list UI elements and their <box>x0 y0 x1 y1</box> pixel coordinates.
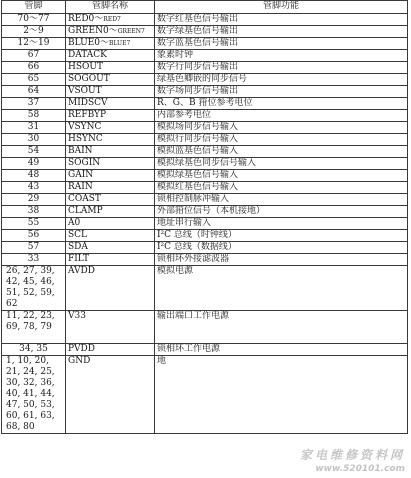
pin-function-cell: 模拟蓝基色信号输入 <box>155 146 408 158</box>
pin-name-cell <box>66 194 155 206</box>
table-row <box>2 134 408 146</box>
pin-name: FILT <box>68 254 90 264</box>
pin-name-cell <box>66 38 155 50</box>
table-row <box>2 158 408 170</box>
pin-name-cell <box>66 254 155 266</box>
table-row <box>2 170 408 182</box>
pin-number-cell: 11, 22, 23, 69, 78, 79 <box>2 311 66 344</box>
table-row <box>2 356 408 434</box>
pin-function-cell: 地址串行输入 <box>155 218 408 230</box>
pin-name: SDA <box>68 242 88 252</box>
pin-function-cell: 输出端口工作电源 <box>155 311 408 344</box>
pin-number-cell: 31 <box>2 122 66 134</box>
table-row <box>2 182 408 194</box>
pin-name: V33 <box>68 311 86 321</box>
pin-name-cell <box>66 98 155 110</box>
header-pin-function: 管脚功能 <box>155 1 408 14</box>
pin-number-cell: 33 <box>2 254 66 266</box>
pin-function-cell: 地 <box>155 356 408 434</box>
pin-name-cell <box>66 311 155 344</box>
pin-name: A0 <box>68 218 81 228</box>
pin-name-cell <box>66 230 155 242</box>
table-row <box>2 98 408 110</box>
pin-number-cell: 55 <box>2 218 66 230</box>
pin-number-cell: 56 <box>2 230 66 242</box>
pin-number-cell: 57 <box>2 242 66 254</box>
pin-name-range-end: RED7 <box>103 16 121 23</box>
table-row <box>2 266 408 311</box>
pin-number-cell: 29 <box>2 194 66 206</box>
table-body <box>2 14 408 434</box>
pin-name-cell <box>66 206 155 218</box>
table-row <box>2 86 408 98</box>
pin-function-cell: 数字行同步信号输出 <box>155 62 408 74</box>
pin-number-cell: 38 <box>2 206 66 218</box>
pin-function-cell: 模拟场同步信号输入 <box>155 122 408 134</box>
pin-number-cell: 58 <box>2 110 66 122</box>
pin-name: HSOUT <box>68 62 103 72</box>
pin-name-cell <box>66 356 155 434</box>
pin-name: GAIN <box>68 170 94 180</box>
table-row <box>2 14 408 26</box>
table-row <box>2 344 408 356</box>
table-row <box>2 230 408 242</box>
pin-function-cell: 模拟行同步信号输入 <box>155 134 408 146</box>
table-row <box>2 218 408 230</box>
pin-function-cell: 锁相控制脉冲输入 <box>155 194 408 206</box>
table-row <box>2 194 408 206</box>
pin-name-cell <box>66 50 155 62</box>
pin-number-cell: 26, 27, 39, 42, 45, 46, 51, 52, 59, 62 <box>2 266 66 311</box>
pin-name: GREEN0～ <box>68 26 118 36</box>
table-row <box>2 26 408 38</box>
pin-number-cell: 65 <box>2 74 66 86</box>
pin-name-cell <box>66 14 155 26</box>
table-row <box>2 74 408 86</box>
header-pin-name: 管脚名称 <box>66 1 155 14</box>
pin-function-cell: 象素时钟 <box>155 50 408 62</box>
pin-name-cell <box>66 158 155 170</box>
pin-number-cell: 1, 10, 20, 21, 24, 25, 30, 32, 36, 40, 41, 44, 47, 50, 53, 60, 61, 63, 68, 80 <box>2 356 66 434</box>
pin-name-cell <box>66 86 155 98</box>
pin-name: SCL <box>68 230 88 240</box>
table-row <box>2 110 408 122</box>
pin-name-range-end: BLUE7 <box>108 40 131 47</box>
pin-name: PVDD <box>68 344 95 354</box>
pin-number-cell: 66 <box>2 62 66 74</box>
table-row <box>2 242 408 254</box>
pin-number-cell: 48 <box>2 170 66 182</box>
pin-name: RAIN <box>68 182 93 192</box>
header-pin: 管脚 <box>2 1 66 14</box>
pin-name-cell <box>66 122 155 134</box>
pin-number-cell: 43 <box>2 182 66 194</box>
pin-name-cell <box>66 266 155 311</box>
pin-number-cell: 70～77 <box>2 14 66 26</box>
pin-function-cell: 绿基色卿嵌的同步信号 <box>155 74 408 86</box>
pin-name-cell <box>66 74 155 86</box>
table-row <box>2 50 408 62</box>
pin-number-cell: 49 <box>2 158 66 170</box>
pin-number-cell: 37 <box>2 98 66 110</box>
pin-number-cell: 12～19 <box>2 38 66 50</box>
pin-function-cell: 数字红基色信号输出 <box>155 14 408 26</box>
pin-name-range-end: GREEN7 <box>117 28 145 35</box>
table-row <box>2 254 408 266</box>
pin-name: SOGIN <box>68 158 101 168</box>
pin-name-cell <box>66 218 155 230</box>
pin-name: HSYNC <box>68 134 103 144</box>
pin-name: CLAMP <box>68 206 103 216</box>
pin-number-cell: 34, 35 <box>2 344 66 356</box>
pin-name: GND <box>68 356 91 366</box>
table-row <box>2 146 408 158</box>
pin-function-cell: 数字绿基色信号输出 <box>155 26 408 38</box>
pin-name: COAST <box>68 194 101 204</box>
pin-function-cell: R、G、B 箝位参考电位 <box>155 98 408 110</box>
pin-name: AVDD <box>68 266 95 276</box>
table-row <box>2 311 408 344</box>
pin-function-cell: I²C 总线（时钟线） <box>155 230 408 242</box>
watermark-title: 家电维修资料网 <box>299 448 405 462</box>
pin-name: DATACK <box>68 50 107 60</box>
pin-function-cell: 数字场同步信号输出 <box>155 86 408 98</box>
pin-name-cell <box>66 170 155 182</box>
pin-name-cell <box>66 134 155 146</box>
pin-function-cell: 模拟红基色信号输入 <box>155 182 408 194</box>
pin-name-cell <box>66 110 155 122</box>
pin-name-cell <box>66 26 155 38</box>
pin-function-cell: 模拟绿基色信号输入 <box>155 170 408 182</box>
pin-name: VSOUT <box>68 86 102 96</box>
pin-name-cell <box>66 344 155 356</box>
pin-function-cell: 数字蓝基色信号输出 <box>155 38 408 50</box>
table-header-row <box>2 1 408 14</box>
pin-number-cell: 2～9 <box>2 26 66 38</box>
pin-function-cell: 外部箝位信号（本机接地） <box>155 206 408 218</box>
pin-name: SOGOUT <box>68 74 110 84</box>
pin-function-table <box>1 0 408 434</box>
pin-number-cell: 30 <box>2 134 66 146</box>
watermark-url: www.520101.com <box>315 464 405 474</box>
pin-name-cell <box>66 242 155 254</box>
pin-name: REFBYP <box>68 110 107 120</box>
pin-number-cell: 67 <box>2 50 66 62</box>
table-row <box>2 62 408 74</box>
table-row <box>2 122 408 134</box>
pin-name: BLUE0～ <box>68 38 109 48</box>
table-row <box>2 206 408 218</box>
pin-name: MIDSCV <box>68 98 108 108</box>
pin-name-cell <box>66 182 155 194</box>
pin-name: BAIN <box>68 146 93 156</box>
pin-function-cell: 模拟电源 <box>155 266 408 311</box>
pin-function-cell: 锁相环外接滤波器 <box>155 254 408 266</box>
site-watermark <box>300 446 405 474</box>
pin-function-cell: I²C 总线（数据线） <box>155 242 408 254</box>
table-row <box>2 38 408 50</box>
pin-function-cell: 锁相环工作电源 <box>155 344 408 356</box>
pin-number-cell: 64 <box>2 86 66 98</box>
pin-name: RED0～ <box>68 14 104 24</box>
pin-function-cell: 内部参考电位 <box>155 110 408 122</box>
pin-name-cell <box>66 62 155 74</box>
pin-number-cell: 54 <box>2 146 66 158</box>
pin-name-cell <box>66 146 155 158</box>
pin-name: VSYNC <box>68 122 102 132</box>
pin-function-cell: 模拟绿基色同步信号输入 <box>155 158 408 170</box>
